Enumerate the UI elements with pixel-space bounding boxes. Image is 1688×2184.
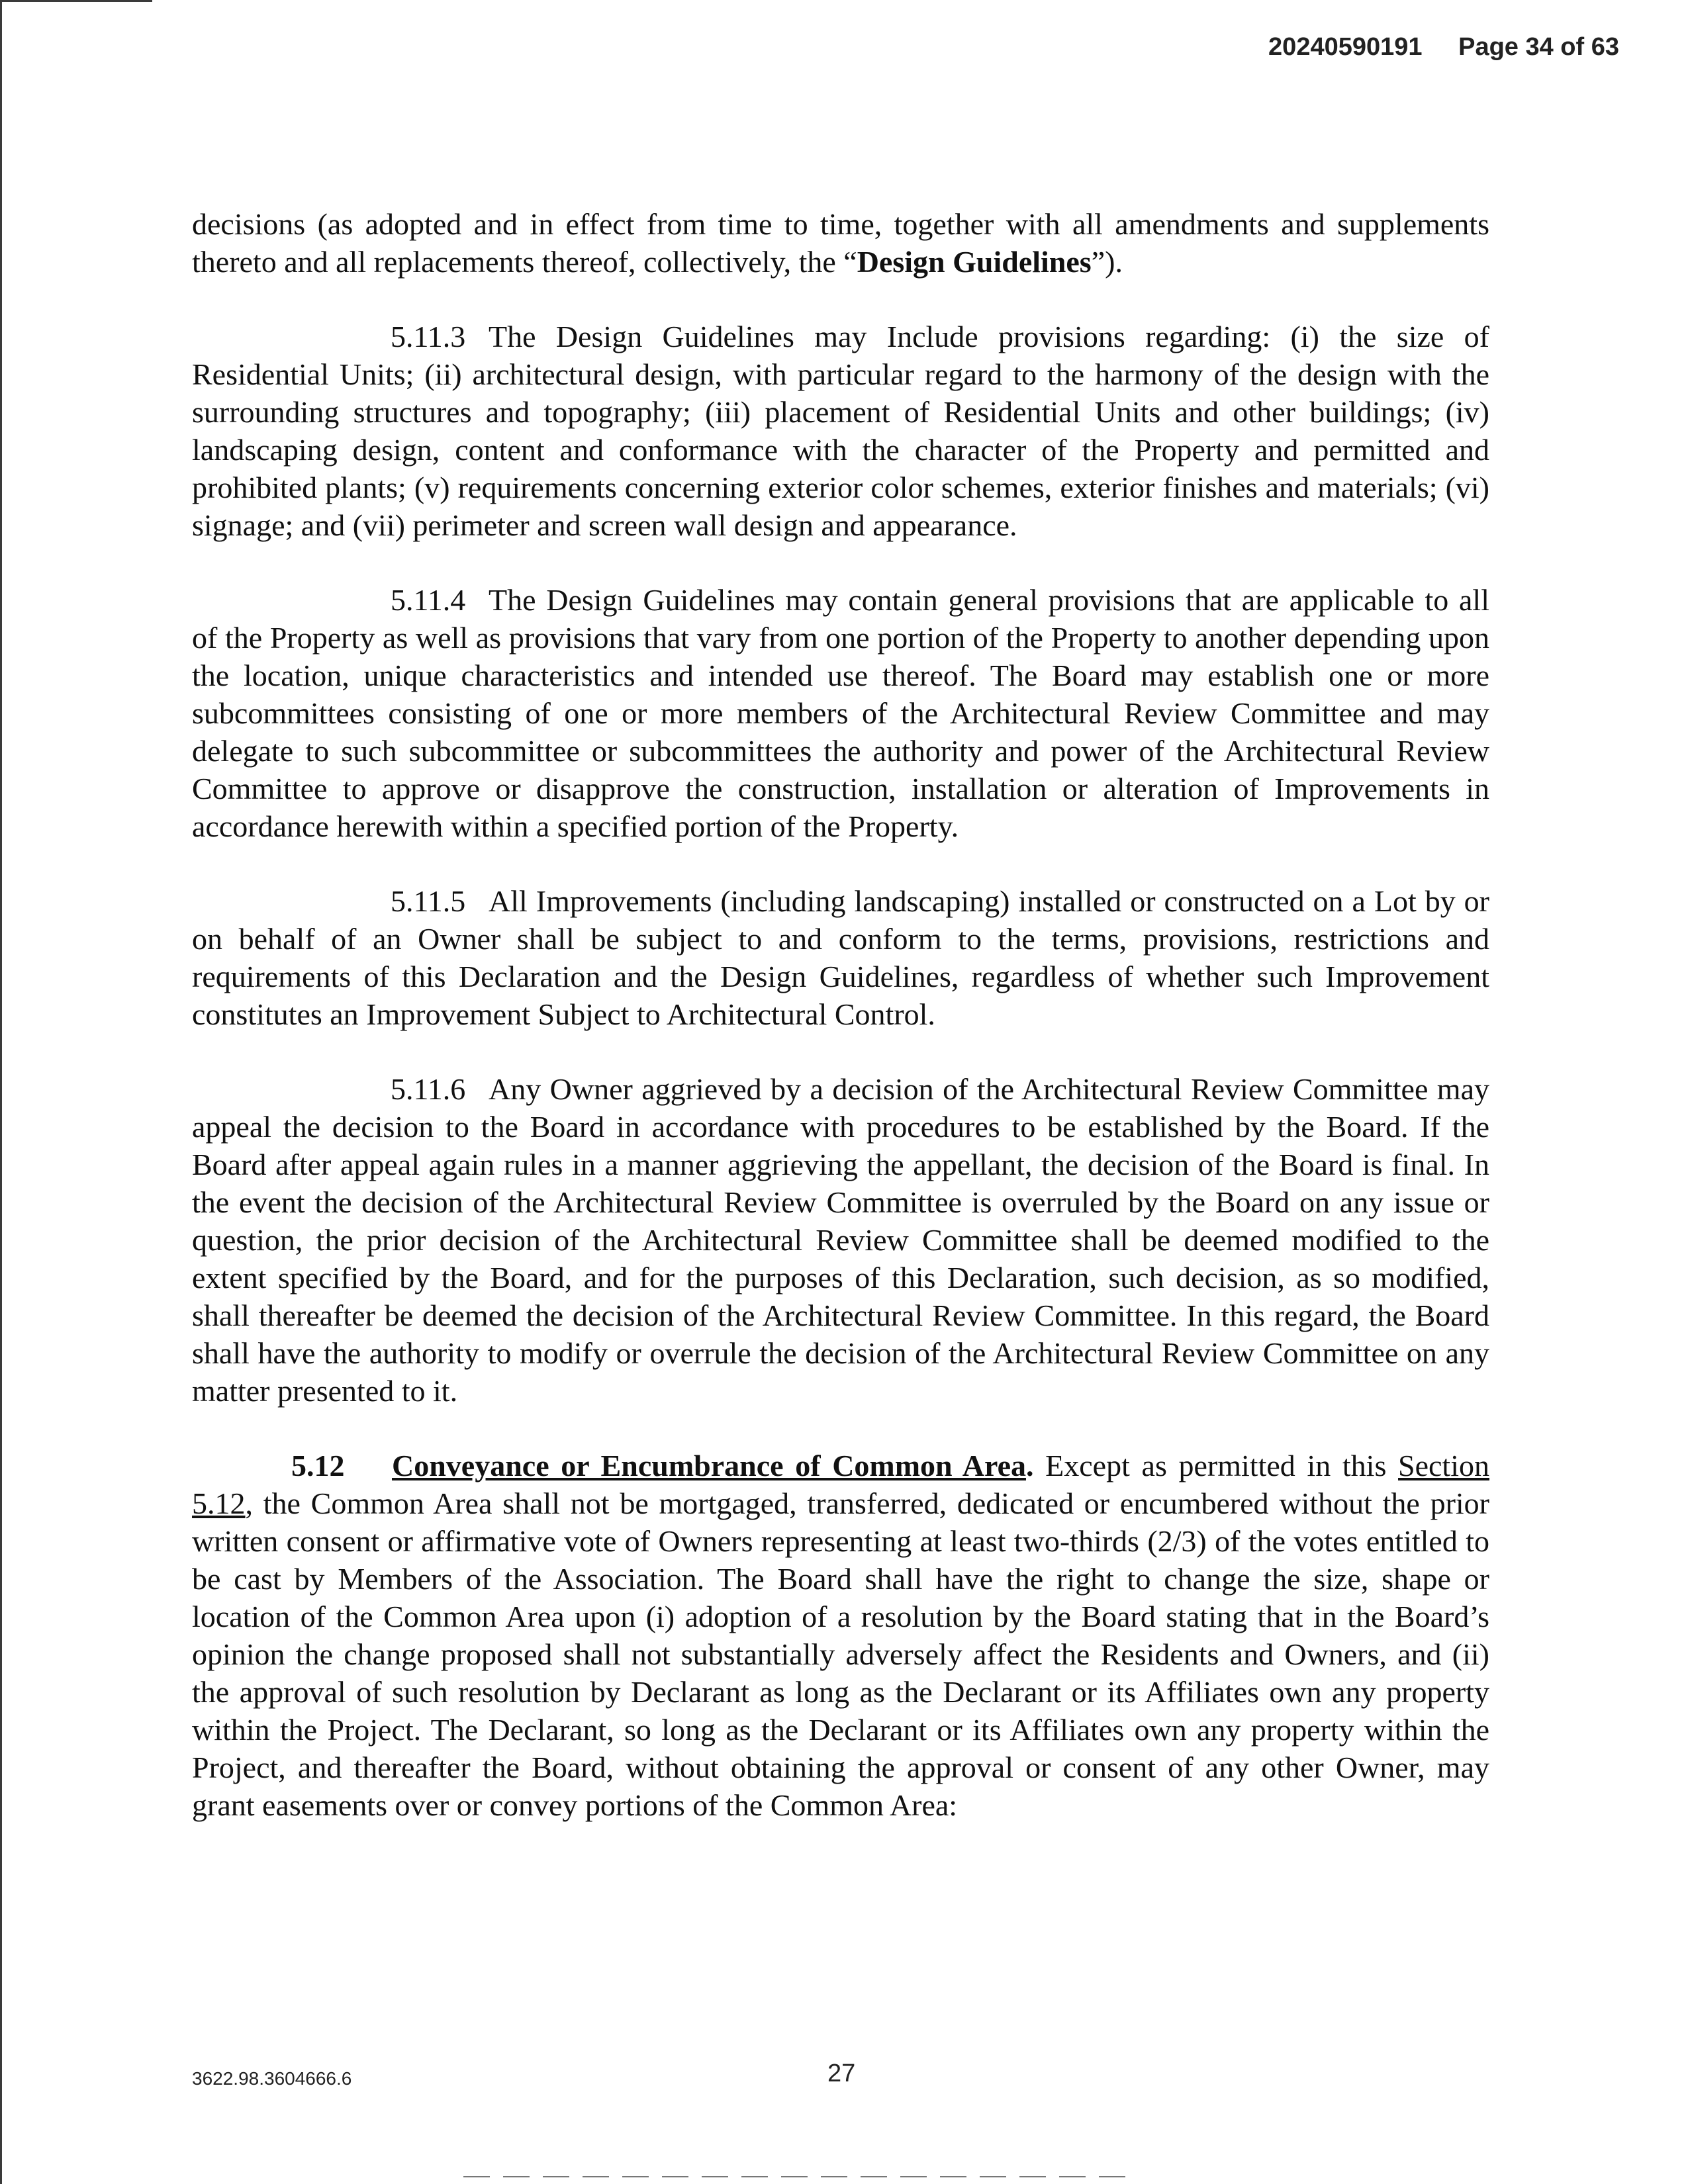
scan-left-edge — [0, 0, 2, 2184]
section-text: Except as permitted in this — [1033, 1449, 1399, 1482]
section-5-11-3 — [192, 318, 1489, 544]
section-number: 5.12 — [291, 1449, 345, 1482]
document-body — [192, 205, 1489, 1861]
document-number: 20240590191 — [1268, 33, 1423, 61]
section-text: All Improvements (including landscaping) installed or constructed on a Lot by or on behalf of an Owner shall be subject to and conform to the terms, provisions, restrictions and requirements of this Declaration and the Design Guidelines, regardless of whether such Improvement constitutes an Improvement Subject to Architectural Control. — [192, 884, 1489, 1031]
section-number: 5.11.4 — [391, 583, 466, 617]
section-text: The Design Guidelines may contain general provisions that are applicable to all of the Property as well as provisions that vary from one portion of the Property to another depending upon the location, unique characteristics and intended use thereof. The Board may establish one or more subcommittees consisting of one or more members of the Architectural Review Committee and may delegate to such subcommittee or subcommittees the authority and power of the Architectural Review Committee to approve or disapprove the construction, installation or alteration of Improvements in accordance herewith within a specified portion of the Property. — [192, 583, 1489, 843]
section-reference: Section 5.12 — [192, 1449, 1489, 1520]
section-text: The Design Guidelines may Include provisions regarding: (i) the size of Residential Units; (ii) architectural design, with particular regard to the harmony of the design with the surrounding structures and topography; (iii) placement of Residential Units and other buildings; (iv) landscaping design, content and conformance with the character of the Property and permitted and prohibited plants; (v) requirements concerning exterior color schemes, exterior finishes and materials; (vi) signage; and (vii) perimeter and screen wall design and appearance. — [192, 320, 1489, 542]
section-text: , the Common Area shall not be mortgaged, transferred, dedicated or encumbered without the prior written consent or affirmative vote of Owners representing at least two-thirds (2/3) of the votes entitled to be cast by Members of the Association. The Board shall have the right to change the size, shape or location of the Common Area upon (i) adoption of a resolution by the Board stating that in the Board’s opinion the change proposed shall not substantially adversely affect the Residents and Owners, and (ii) the approval of such resolution by Declarant as long as the Declarant or its Affiliates own any property within the Project. The Declarant, so long as the Declarant or its Affiliates own any property within the Project, and thereafter the Board, without obtaining the approval or consent of any other Owner, may grant easements over or convey portions of the Common Area: — [192, 1486, 1489, 1822]
scan-bottom-edge — [463, 2176, 1125, 2177]
section-heading: Conveyance or Encumbrance of Common Area — [392, 1449, 1026, 1482]
section-text: Any Owner aggrieved by a decision of the Architectural Review Committee may appeal the decision to the Board in accordance with procedures to be established by the Board. If the Board after appeal again rules in a manner aggrieving the appellant, the decision of the Board is final. In the event the decision of the Architectural Review Committee is overruled by the Board on any issue or question, the prior decision of the Architectural Review Committee shall be deemed modified to the extent specified by the Board, and for the purposes of this Declaration, such decision, as so modified, shall thereafter be deemed the decision of the Architectural Review Committee. In this regard, the Board shall have the authority to modify or overrule the decision of the Architectural Review Committee on any matter presented to it. — [192, 1072, 1489, 1408]
scan-top-edge — [0, 0, 152, 2]
footer-document-id: 3622.98.3604666.6 — [192, 2068, 352, 2089]
section-5-11-6 — [192, 1070, 1489, 1410]
section-5-11-5 — [192, 882, 1489, 1033]
section-number: 5.11.3 — [391, 320, 466, 353]
page-label: Page 34 of 63 — [1458, 33, 1619, 61]
paragraph-design-guidelines-continued — [192, 205, 1489, 281]
page-header — [1268, 33, 1619, 62]
heading-period: . — [1025, 1449, 1034, 1482]
defined-term: Design Guidelines — [857, 245, 1092, 279]
paragraph-text: ”). — [1091, 245, 1123, 279]
footer-page-number: 27 — [827, 2060, 856, 2087]
section-5-11-4 — [192, 581, 1489, 845]
section-number: 5.11.6 — [391, 1072, 466, 1106]
paragraph-text: decisions (as adopted and in effect from time to time, together with all amendments and supplements thereto and all replacements thereof, collectively, the “ — [192, 207, 1489, 279]
section-5-12 — [192, 1447, 1489, 1824]
section-number: 5.11.5 — [391, 884, 466, 918]
